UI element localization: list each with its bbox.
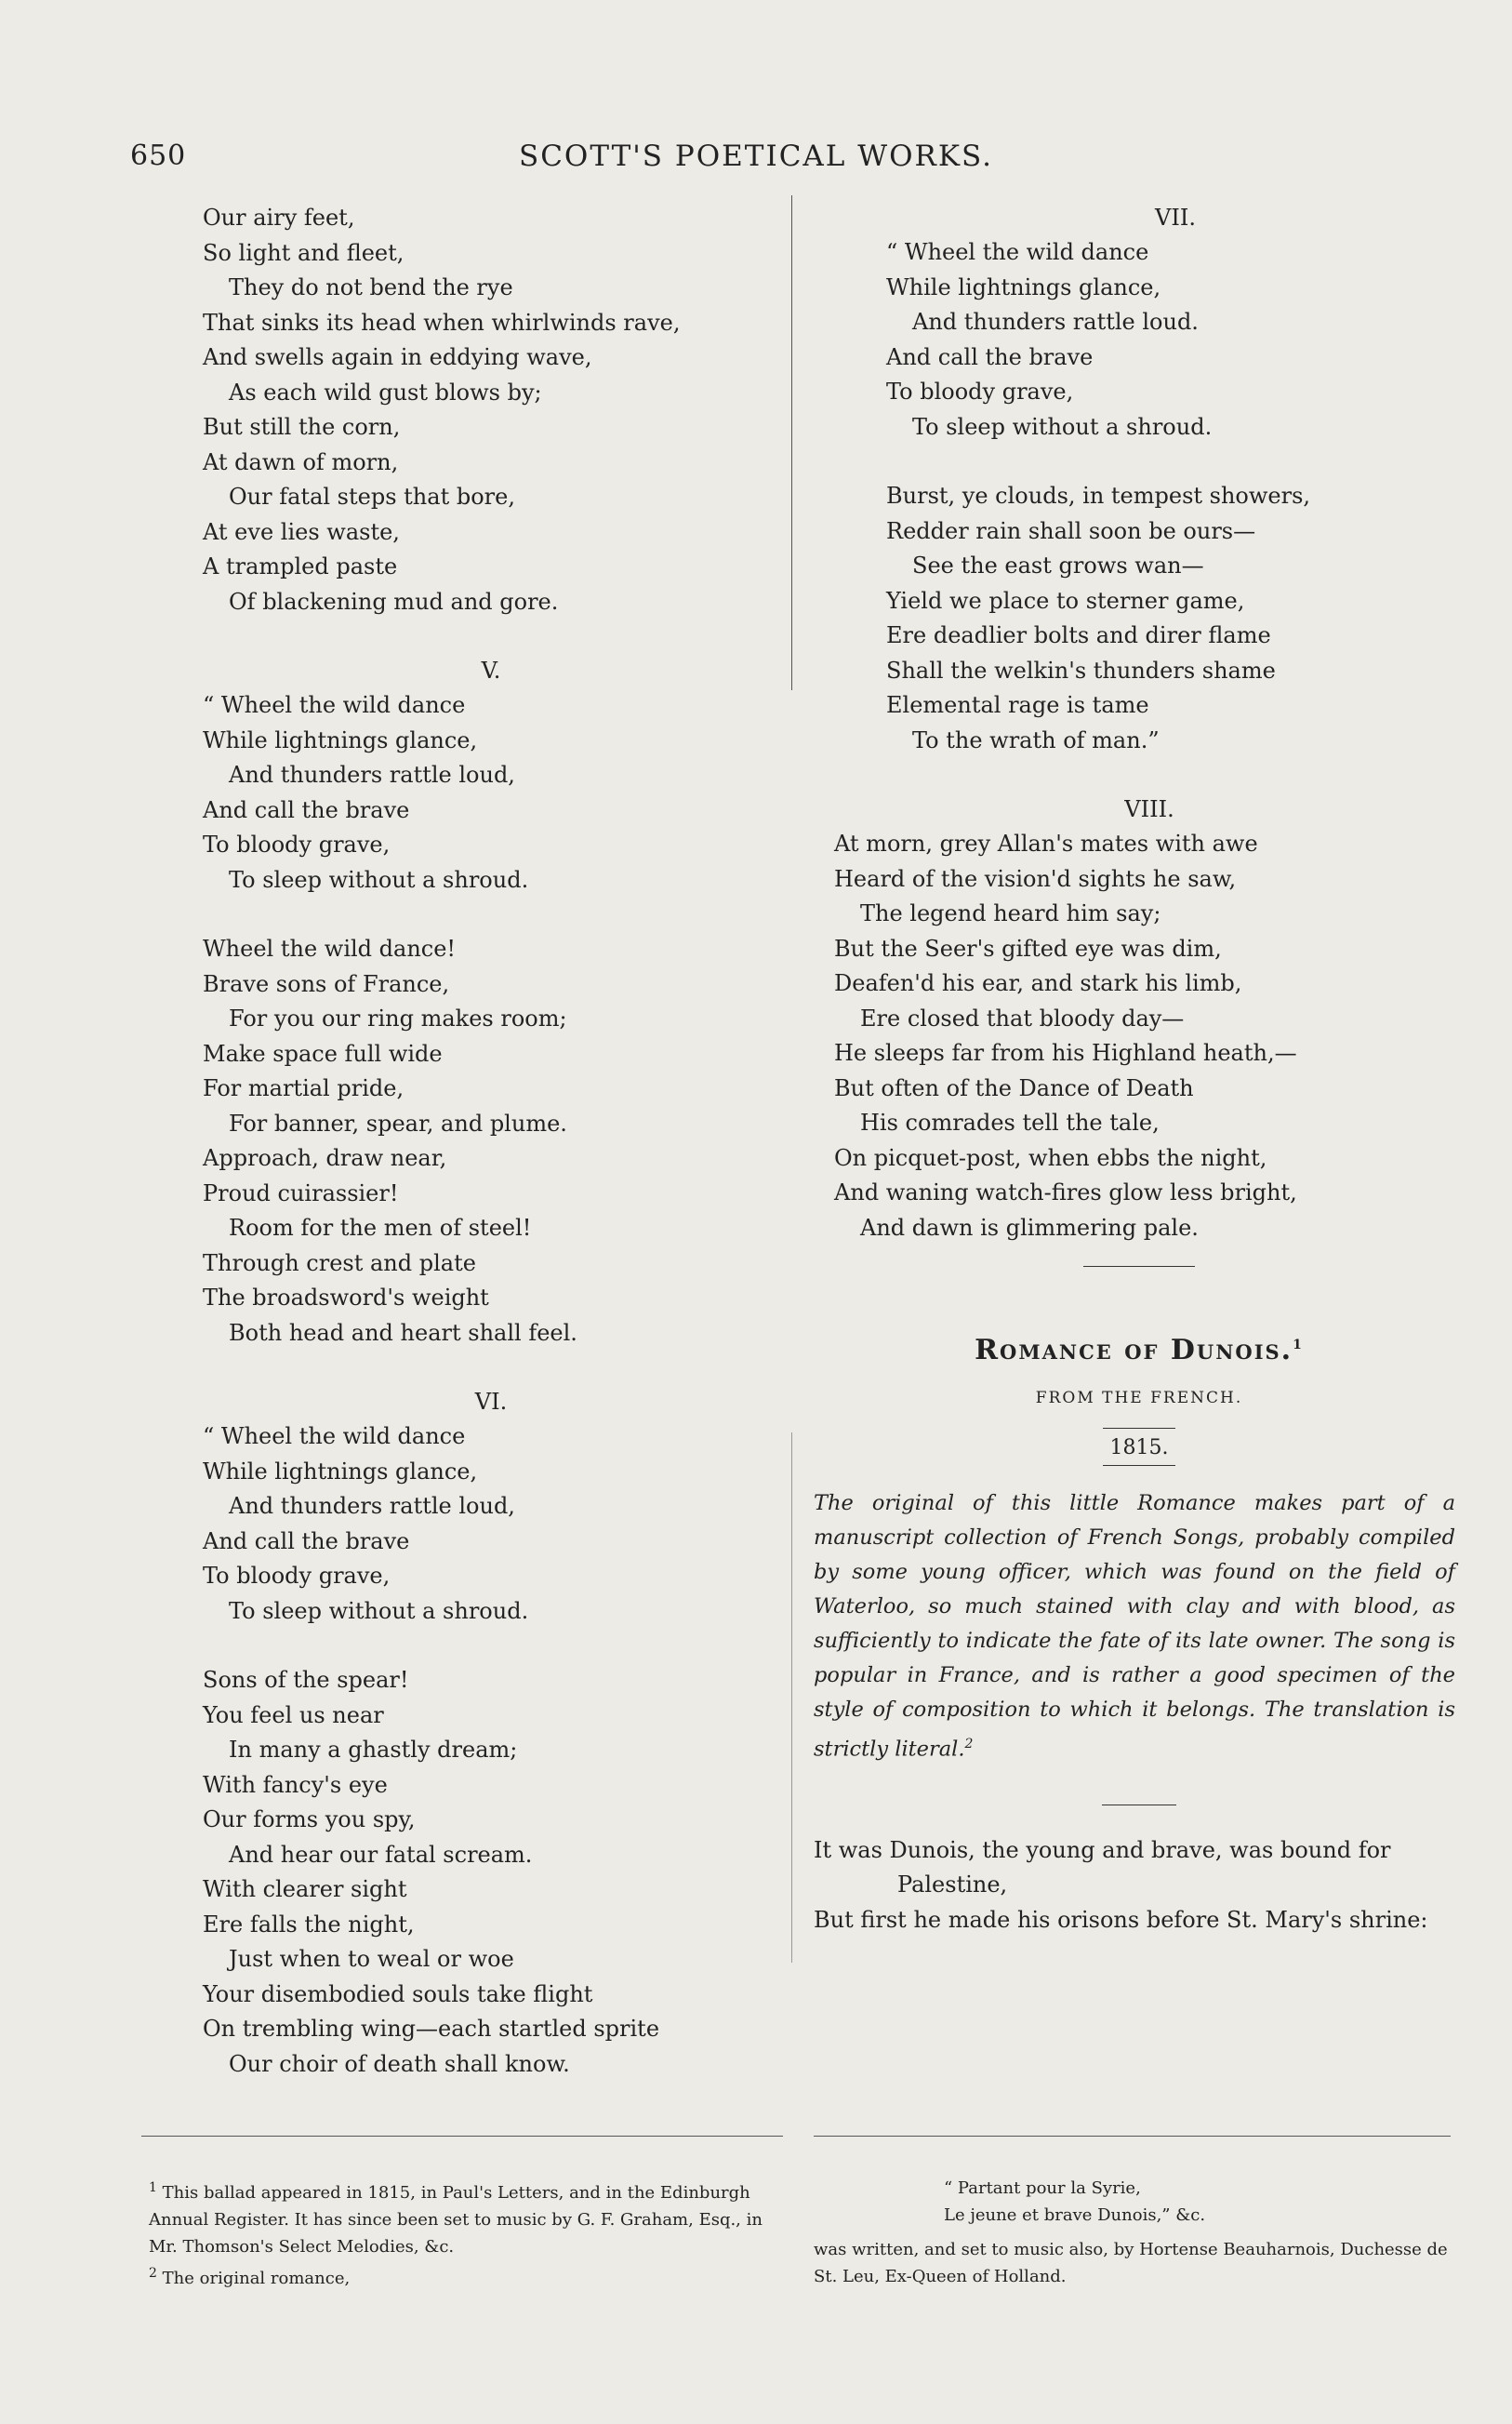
verse-line: Wheel the wild dance! xyxy=(203,936,457,962)
stanza-vii-block xyxy=(814,201,1465,758)
verse-line: At morn, grey Allan's mates with awe xyxy=(834,831,1258,857)
stanza xyxy=(886,479,1465,758)
verse-line: Through crest and plate xyxy=(203,1249,476,1276)
poem-opening xyxy=(814,1833,1465,1938)
poem-title: Romance of Dunois.$^1$ xyxy=(975,1334,1304,1366)
verse-line: Room for the men of steel! xyxy=(229,1215,532,1241)
running-title: SCOTT'S POETICAL WORKS. xyxy=(518,140,994,173)
verse-line: Elemental rage is tame xyxy=(886,692,1149,718)
verse-line: And thunders rattle loud, xyxy=(229,1493,515,1519)
verse-line: But still the corn, xyxy=(203,414,401,440)
stanza-viii-block xyxy=(814,792,1465,1245)
footnote-quote-line: “ Partant pour la Syrie, xyxy=(944,2178,1141,2198)
page-header xyxy=(0,140,1512,177)
stanza xyxy=(886,235,1465,445)
footnote: $^2$ The original romance, xyxy=(149,2266,351,2288)
verse-line: Our fatal steps that bore, xyxy=(229,484,515,510)
footnote-marker: 2 xyxy=(964,1737,974,1751)
verse-line: The legend heard him say; xyxy=(860,900,1161,926)
verse-line: Approach, draw near, xyxy=(203,1145,447,1171)
verse-line: And swells again in eddying wave, xyxy=(203,344,592,370)
stanza-number: VI. xyxy=(474,1389,508,1415)
verse-line: Of blackening mud and gore. xyxy=(229,588,559,615)
left-column xyxy=(203,201,779,2116)
verse-line: And call the brave xyxy=(886,343,1094,370)
verse-line: And thunders rattle loud, xyxy=(229,762,515,788)
verse-line: And call the brave xyxy=(203,1527,410,1554)
poem-date: 1815. xyxy=(814,1428,1465,1466)
verse-line: While lightnings glance, xyxy=(886,273,1161,300)
verse-line: So light and fleet, xyxy=(203,239,405,266)
verse-line: Our airy feet, xyxy=(203,205,355,231)
right-column xyxy=(814,201,1465,1938)
verse-line: Your disembodied souls take flight xyxy=(203,1980,593,2007)
page-number: 650 xyxy=(130,140,187,172)
verse-line: For you our ring makes room; xyxy=(229,1006,567,1032)
verse-line: As each wild gust blows by; xyxy=(229,379,542,406)
verse-line: Ere falls the night, xyxy=(203,1911,415,1938)
verse-line: The broadsword's weight xyxy=(203,1285,489,1311)
verse-line: In many a ghastly dream; xyxy=(229,1737,518,1763)
verse-line: “ Wheel the wild dance xyxy=(203,1423,466,1449)
verse-line: At dawn of morn, xyxy=(203,448,399,475)
verse-line: And hear our fatal scream. xyxy=(229,1841,533,1868)
verse-line: Make space full wide xyxy=(203,1040,443,1067)
verse-line: “ Wheel the wild dance xyxy=(886,239,1149,265)
section-divider xyxy=(1083,1266,1195,1267)
verse-line: Shall the welkin's thunders shame xyxy=(886,657,1276,684)
verse-line: But first he made his orisons before St. Mary's shrine: xyxy=(814,1906,1428,1933)
verse-line: To sleep without a shroud. xyxy=(912,413,1213,440)
verse-line: Ere closed that bloody day— xyxy=(860,1005,1185,1032)
verse-line: While lightnings glance, xyxy=(203,726,478,753)
intro-note: The original of this little Romance makes part of a manuscript collection of French Songs, probably compiled by some young officer, which was found on the field of Waterloo, so much stained with clay and with blood, as sufficiently to indicate the fate of its late owner. The song is popular in France, and is rather a good specimen of the style of composition to which it belongs. The translation is strictly literal.$^2$ xyxy=(814,1491,1455,1762)
column-divider xyxy=(791,195,792,1963)
verse-line: He sleeps far from his Highland heath,— xyxy=(834,1040,1297,1066)
verse-line: To bloody grave, xyxy=(203,832,391,858)
verse-line: And call the brave xyxy=(203,796,410,823)
verse-line: To sleep without a shroud. xyxy=(229,866,529,893)
verse-line: Ere deadlier bolts and direr flame xyxy=(886,622,1271,648)
verse-line: Our choir of death shall know. xyxy=(229,2050,570,2077)
verse-line: Both head and heart shall feel. xyxy=(229,1319,577,1346)
verse-line: At eve lies waste, xyxy=(203,518,400,545)
footnotes-left xyxy=(149,2175,790,2292)
verse-line: “ Wheel the wild dance xyxy=(203,692,466,718)
verse-line: To bloody grave, xyxy=(886,379,1074,405)
footnotes-right xyxy=(814,2175,1465,2290)
verse-line: You feel us near xyxy=(203,1701,384,1728)
verse-line: A trampled paste xyxy=(203,553,398,579)
verse-line: On picquet-post, when ebbs the night, xyxy=(834,1144,1267,1171)
footnote-rule xyxy=(814,2136,1451,2137)
stanza xyxy=(203,688,779,898)
verse-line: Proud cuirassier! xyxy=(203,1179,399,1206)
stanza xyxy=(834,827,1465,1245)
stanza xyxy=(203,932,779,1351)
verse-line: Just when to weal or woe xyxy=(229,1946,514,1972)
verse-line: His comrades tell the tale, xyxy=(860,1110,1160,1136)
footnote: was written, and set to music also, by Hortense Beauharnois, Duchesse de St. Leu, Ex-Queen of Holland. xyxy=(814,2240,1448,2286)
verse-line: On trembling wing—each startled sprite xyxy=(203,2016,660,2042)
verse-line: That sinks its head when whirlwinds rave, xyxy=(203,309,681,336)
verse-line: Palestine, xyxy=(897,1871,1008,1898)
stanza-number: VIII. xyxy=(1124,796,1174,822)
footnote: $^1$ This ballad appeared in 1815, in Paul's Letters, and in the Edinburgh Annual Register. It has since been set to music by G. F. Graham, Esq., in Mr. Thomson's Select Melodies, &c. xyxy=(149,2180,763,2257)
verse-line: Heard of the vision'd sights he saw, xyxy=(834,865,1237,892)
verse-line: With fancy's eye xyxy=(203,1771,388,1798)
verse-line: Yield we place to sterner game, xyxy=(886,587,1245,614)
verse-line: But often of the Dance of Death xyxy=(834,1074,1194,1101)
verse-line: But the Seer's gifted eye was dim, xyxy=(834,935,1222,962)
poem-subtitle: FROM THE FRENCH. xyxy=(1035,1389,1243,1407)
verse-line: And waning watch-fires glow less bright, xyxy=(834,1179,1297,1205)
verse-line: And dawn is glimmering pale. xyxy=(860,1214,1199,1241)
footnote-quote-line: Le jeune et brave Dunois,” &c. xyxy=(944,2205,1206,2225)
verse-line: Deafen'd his ear, and stark his limb, xyxy=(834,970,1242,996)
verse-line: Burst, ye clouds, in tempest showers, xyxy=(886,483,1311,509)
verse-line: To sleep without a shroud. xyxy=(229,1597,529,1624)
verse-line: Brave sons of France, xyxy=(203,970,450,997)
footnote-marker: 1 xyxy=(1293,1338,1304,1352)
stanza-number: VII. xyxy=(1155,205,1196,231)
verse-line: And thunders rattle loud. xyxy=(912,309,1199,335)
verse-line: While lightnings glance, xyxy=(203,1458,478,1485)
stanza xyxy=(203,1419,779,1629)
verse-line: It was Dunois, the young and brave, was bound for xyxy=(814,1836,1391,1863)
verse-line: With clearer sight xyxy=(203,1876,407,1902)
verse-line: To the wrath of man.” xyxy=(912,726,1160,753)
verse-line: They do not bend the rye xyxy=(229,274,513,300)
verse-line: Our forms you spy, xyxy=(203,1806,416,1832)
stanza-number: V. xyxy=(481,658,501,684)
stanza xyxy=(203,201,779,619)
verse-line: Sons of the spear! xyxy=(203,1667,409,1693)
stanza xyxy=(203,1663,779,2082)
verse-line: See the east grows wan— xyxy=(912,553,1204,579)
verse-line: For banner, spear, and plume. xyxy=(229,1110,567,1137)
verse-line: To bloody grave, xyxy=(203,1563,391,1589)
verse-line: Redder rain shall soon be ours— xyxy=(886,517,1256,544)
verse-line: For martial pride, xyxy=(203,1075,405,1101)
footnote-rule xyxy=(141,2136,783,2137)
